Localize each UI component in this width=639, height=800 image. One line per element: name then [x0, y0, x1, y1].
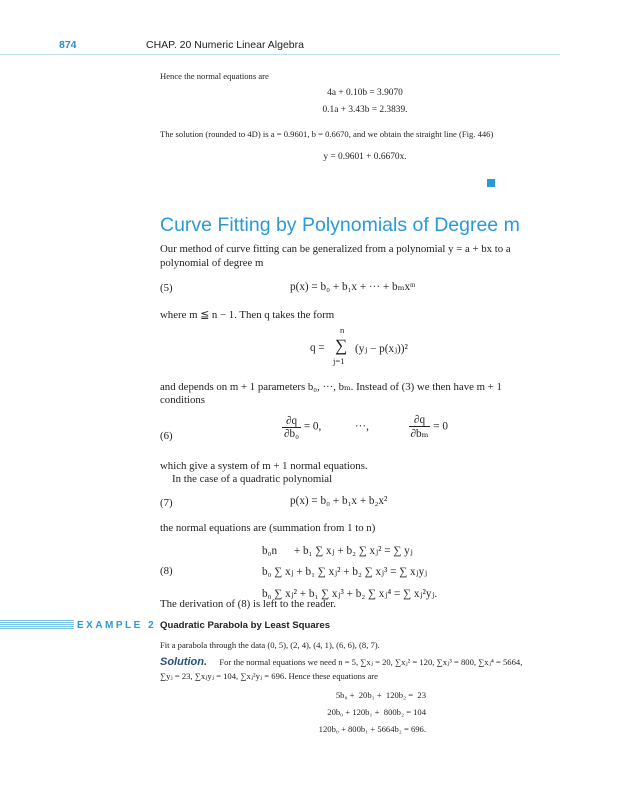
eq5-number: (5): [160, 282, 173, 294]
para1-line1: Our method of curve fitting can be generalized from a polynomial y = a + bx to a: [160, 243, 511, 255]
solution-line2: ∑yⱼ = 23, ∑xⱼyⱼ = 104, ∑xⱼ²yⱼ = 696. Hence these equations are: [160, 671, 378, 681]
section-title: Curve Fitting by Polynomials of Degree m: [160, 214, 520, 236]
eq6-dots: ···,: [354, 420, 369, 433]
eq6-fraction-2: [409, 414, 431, 440]
which-text: which give a system of m + 1 normal equations.: [160, 460, 368, 472]
eq8-row2: b₀ ∑ xⱼ + b₁ ∑ xⱼ² + b₂ ∑ xⱼ³ = ∑ xⱼyⱼ: [262, 566, 428, 578]
solution-line1: [160, 656, 522, 668]
intro-solution-text: The solution (rounded to 4D) is a = 0.9601, b = 0.6670, and we obtain the straight line (Fig. 446): [160, 129, 494, 139]
q-sum-bottom: j=1: [333, 356, 345, 366]
end-of-example-mark: [487, 179, 495, 187]
q-lhs: q =: [310, 342, 325, 354]
eq6-fraction-1: [282, 415, 301, 440]
intro-line-eq: y = 0.9601 + 0.6670x.: [323, 152, 407, 162]
eq6-equals-zero-1: = 0,: [303, 420, 322, 433]
eq6-frac1-den: ∂b₀: [284, 427, 300, 440]
eq7-number: (7): [160, 497, 173, 509]
eq8-row1: b₀n + b₁ ∑ xⱼ + b₂ ∑ xⱼ² = ∑ yⱼ: [262, 545, 413, 557]
eq8-number: (8): [160, 565, 173, 577]
para1-line2: polynomial of degree m: [160, 257, 264, 269]
header-rule: [0, 54, 560, 55]
eq6-equals-zero-2: = 0: [433, 420, 448, 433]
normal-text: the normal equations are (summation from 1 to n): [160, 522, 376, 534]
derivation-text: The derivation of (8) is left to the reader.: [160, 598, 336, 610]
quad-text: In the case of a quadratic polynomial: [172, 473, 333, 485]
eq6-frac1-num: ∂q: [282, 415, 301, 428]
q-sum-top: n: [340, 325, 345, 335]
system-eq3: 120b₀ + 800b₁ + 5664b₂ = 696.: [318, 724, 426, 734]
system-eq2: 20b₀ + 120b₁ + 800b₂ = 104: [327, 707, 426, 717]
eq6-number: (6): [160, 430, 173, 442]
example-problem: Fit a parabola through the data (0, 5), (2, 4), (4, 1), (6, 6), (8, 7).: [160, 640, 380, 650]
intro-hence: Hence the normal equations are: [160, 71, 269, 81]
eq8-row3: b₀ ∑ xⱼ² + b₁ ∑ xⱼ³ + b₂ ∑ xⱼ⁴ = ∑ xⱼ²yⱼ.: [262, 588, 438, 600]
eq7: p(x) = b₀ + b₁x + b₂x²: [290, 495, 388, 507]
page-number: 874: [59, 39, 77, 51]
example-title: Quadratic Parabola by Least Squares: [160, 620, 331, 631]
eq6: [282, 414, 448, 440]
q-body: (yⱼ − p(xⱼ))²: [355, 343, 408, 355]
chapter-header: CHAP. 20 Numeric Linear Algebra: [146, 39, 304, 51]
eq6-frac2-num: ∂q: [409, 414, 431, 427]
eq6-frac2-den: ∂bₘ: [410, 428, 429, 440]
para2-line2: conditions: [160, 394, 205, 406]
eq5: p(x) = b₀ + b₁x + ··· + bₘxᵐ: [290, 281, 416, 293]
solution-line1-text: For the normal equations we need n = 5, ∑xⱼ = 20, ∑xⱼ² = 120, ∑xⱼ³ = 800, ∑xⱼ⁴ = 5664,: [219, 657, 523, 667]
q-sum-symbol: ∑: [335, 336, 348, 355]
example-label: EXAMPLE 2: [74, 620, 159, 631]
where-text: where m ≦ n − 1. Then q takes the form: [160, 309, 335, 321]
solution-label: Solution.: [160, 656, 208, 668]
intro-eq2: 0.1a + 3.43b = 2.3839.: [322, 105, 408, 115]
intro-eq1: 4a + 0.10b = 3.9070: [327, 88, 403, 98]
system-eq1: 5b₀ + 20b₁ + 120b₂ = 23: [335, 690, 426, 700]
para2-line1: and depends on m + 1 parameters b₀, ···, bₘ. Instead of (3) we then have m + 1: [160, 381, 502, 393]
